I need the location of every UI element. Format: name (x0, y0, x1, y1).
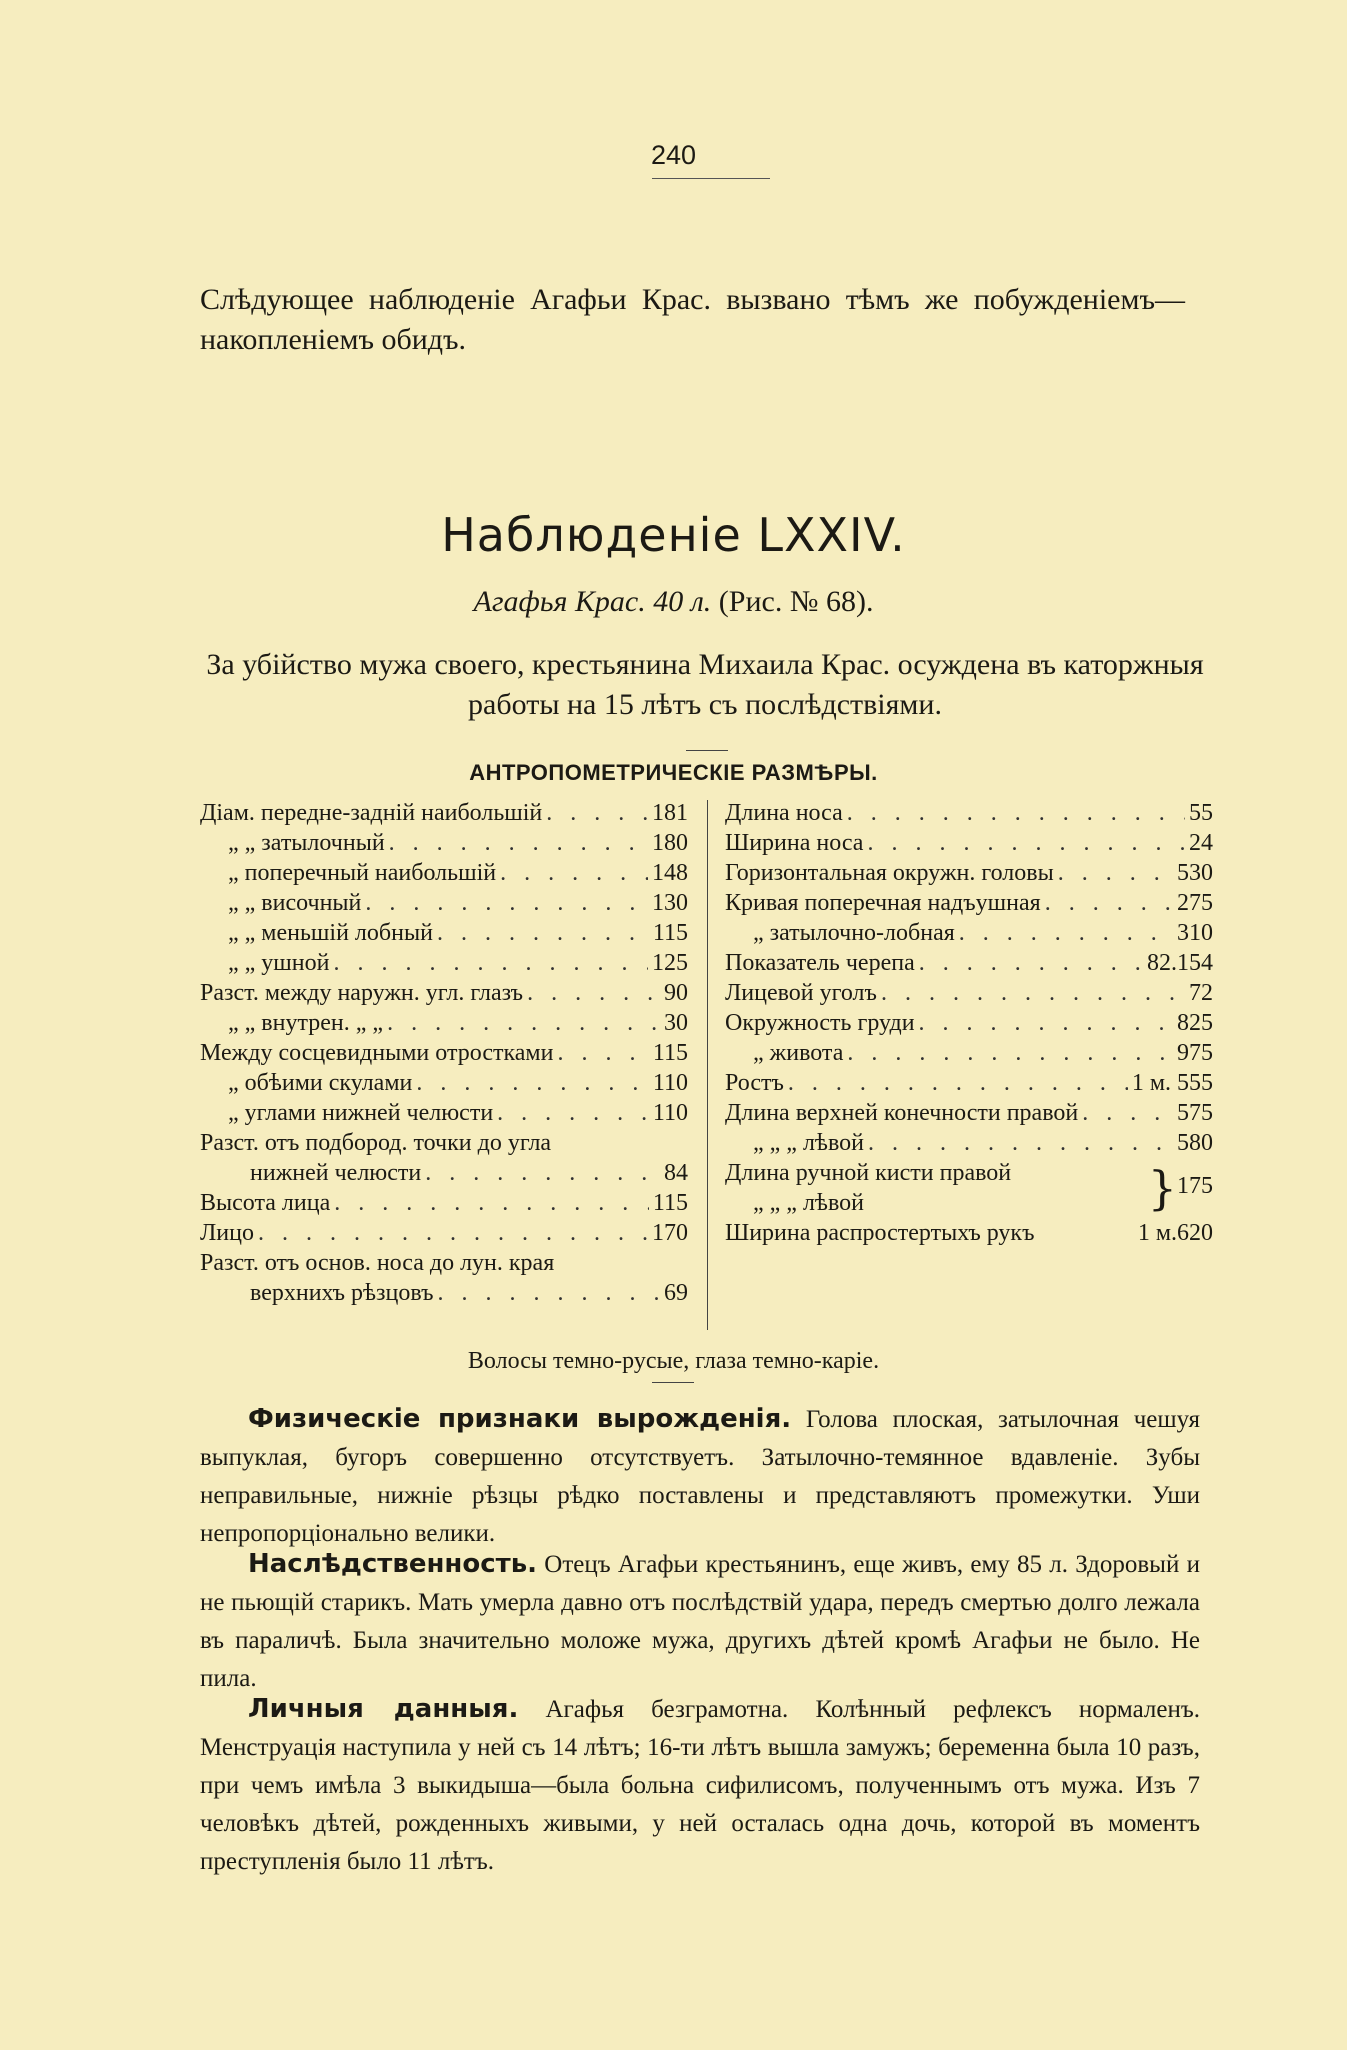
measurement-label: Длина верхней конечности правой (725, 1100, 1079, 1126)
leader-dots (416, 1068, 649, 1098)
leader-dots (389, 828, 648, 858)
measurement-value: 181 (652, 800, 688, 826)
measurement-row (725, 798, 1213, 828)
leader-dots (365, 888, 648, 918)
measurement-value: 90 (664, 980, 688, 1006)
measurement-value: 110 (652, 1100, 688, 1126)
measurement-row (200, 978, 688, 1008)
measurement-row (200, 1098, 688, 1128)
measurement-value: 72 (1189, 980, 1213, 1006)
measurement-label: Разст. между наружн. угл. глазъ (200, 980, 524, 1006)
measurement-value: 175 (1177, 1173, 1213, 1199)
measurement-label: Показатель черепа (725, 950, 915, 976)
measurement-label: Разст. отъ подбород. точки до угла (200, 1130, 552, 1156)
leader-dots (258, 1218, 648, 1248)
measurement-row (200, 1218, 688, 1248)
measurement-value: 110 (652, 1070, 688, 1096)
leader-dots (333, 948, 648, 978)
measurement-value: 24 (1189, 830, 1213, 856)
measurement-row (200, 1248, 688, 1278)
leader-dots (1082, 1098, 1173, 1128)
measurement-row (200, 888, 688, 918)
measurement-row (725, 1098, 1213, 1128)
measurement-label: Ширина носа (725, 830, 864, 856)
measurement-value: 310 (1177, 920, 1213, 946)
measurement-label: „ „ „ лѣвой (753, 1130, 864, 1156)
leader-dots (437, 918, 649, 948)
sentence-text: За убійство мужа своего, крестьянина Михаила Крас. осуждена въ каторжныя работы на 15 лѣтъ съ послѣдствіями. (206, 648, 1204, 721)
measurement-label: Длина ручной кисти правой (725, 1160, 1012, 1186)
column-divider (707, 800, 708, 1330)
leader-dots (500, 858, 648, 888)
measurement-label: Горизонтальная окружн. головы (725, 860, 1054, 886)
measurement-label: Ростъ (725, 1070, 784, 1096)
measurement-row (200, 1068, 688, 1098)
measurement-row (200, 1188, 688, 1218)
leader-dots (334, 1188, 649, 1218)
measurement-row (725, 918, 1213, 948)
measurement-label: Ширина распростертыхъ рукъ (725, 1220, 1035, 1246)
curly-brace: } (1147, 1161, 1177, 1215)
leader-dots (438, 1278, 660, 1308)
measurement-label: „ „ ушной (228, 950, 330, 976)
measurement-row (200, 918, 688, 948)
measurement-row (725, 978, 1213, 1008)
measurement-value: 148 (652, 860, 688, 886)
measurement-label: „ „ внутрен. „ „ (228, 1010, 384, 1036)
measurement-value: 69 (664, 1280, 688, 1306)
measurement-row (725, 1218, 1213, 1248)
measurement-label: Діам. передне-задній наибольшій (200, 800, 543, 826)
measurement-label: Лицо (200, 1220, 254, 1246)
measurement-label: Между сосцевидными отростками (200, 1040, 554, 1066)
left-measurements-column (200, 798, 688, 1308)
paragraph-heredity (200, 1545, 1200, 1698)
leader-dots (546, 798, 648, 828)
measurement-label: „ затылочно-лобная (753, 920, 955, 946)
measurement-row (725, 1188, 1213, 1218)
measurement-label: Высота лица (200, 1190, 331, 1216)
measurement-value: 825 (1177, 1010, 1213, 1036)
page-number: 240 (650, 140, 697, 170)
measurement-row (725, 1128, 1213, 1158)
leader-dots (847, 798, 1185, 828)
paragraph-heading: Личныя данныя. (248, 1694, 519, 1724)
measurement-value: 575 (1177, 1100, 1213, 1126)
hair-eyes-note: Волосы темно-русые, глаза темно-каріе. (467, 1348, 880, 1374)
measurement-row (725, 948, 1213, 978)
measurement-label: Длина носа (725, 800, 843, 826)
measurement-value: 170 (652, 1220, 688, 1246)
section-rule (686, 750, 728, 751)
measurement-row (725, 1008, 1213, 1038)
leader-dots (557, 1038, 648, 1068)
measurement-label: „ „ меньшій лобный (228, 920, 433, 946)
paragraph-heading: Наслѣдственность. (248, 1549, 538, 1579)
measurement-value: 30 (664, 1010, 688, 1036)
measurement-value: 275 (1177, 890, 1213, 916)
measurement-label: „ „ затылочный (228, 830, 385, 856)
measurement-label: Разст. отъ основ. носа до лун. края (200, 1250, 555, 1276)
leader-dots (919, 948, 1143, 978)
measurement-row (725, 858, 1213, 888)
measurement-value: 115 (652, 1190, 688, 1216)
right-measurements-column (725, 798, 1213, 1248)
measurement-row (200, 1128, 688, 1158)
intro-paragraph: Слѣдующее наблюденіе Агафьи Крас. вызвано тѣмъ же побужденіемъ—накопленіемъ обидъ. (200, 283, 1185, 356)
measurement-value: 55 (1189, 800, 1213, 826)
measurement-value: 115 (652, 1040, 688, 1066)
leader-dots (919, 1008, 1173, 1038)
measurement-row (725, 888, 1213, 918)
measurement-row (200, 1038, 688, 1068)
measurement-value: 84 (664, 1160, 688, 1186)
measurement-label: „ обѣими скулами (228, 1070, 413, 1096)
leader-dots (425, 1158, 660, 1188)
measurement-row (725, 828, 1213, 858)
measurement-value: 115 (652, 920, 688, 946)
leader-dots (868, 1128, 1173, 1158)
measurement-row (725, 1038, 1213, 1068)
measurement-value: 125 (652, 950, 688, 976)
measurement-row (725, 1068, 1213, 1098)
measurement-value: 975 (1177, 1040, 1213, 1066)
measurement-value: 180 (652, 830, 688, 856)
leader-dots (847, 1038, 1173, 1068)
measurement-value: 82.154 (1147, 950, 1213, 976)
measurement-value: 530 (1177, 860, 1213, 886)
measurement-label: верхнихъ рѣзцовъ (250, 1280, 434, 1306)
measurement-label: Лицевой уголъ (725, 980, 877, 1006)
measurement-row (200, 1158, 688, 1188)
measurement-label: „ „ „ лѣвой (753, 1190, 864, 1216)
leader-dots (527, 978, 660, 1008)
measurement-row (200, 1278, 688, 1308)
paragraph-text: Отецъ Агафьи крестьянинъ, еще живъ, ему 85 л. Здоровый и не пьющій старикъ. Мать умерла давно отъ послѣдствій удара, передъ смертью долго лежала въ параличѣ. Была значительно моложе мужа, другихъ дѣтей кромѣ Агафьи не было. Не пила. (200, 1551, 1200, 1692)
paragraph-text: Агафья безграмотна. Колѣнный рефлексъ нормаленъ. Менструація наступила у ней съ 14 лѣтъ; 16-ти лѣтъ вышла замужъ; беременна была 10 разъ, при чемъ имѣла 3 выкидыша—была больна сифилисомъ, полученнымъ отъ мужа. Изъ 7 человѣкъ дѣтей, рожденныхъ живыми, у ней осталась одна дочь, которой въ моментъ преступленія было 11 лѣтъ. (200, 1696, 1201, 1875)
figure-reference: (Рис. № 68). (718, 585, 874, 618)
leader-dots (788, 1068, 1128, 1098)
measurement-label: „ живота (753, 1040, 844, 1066)
leader-dots (959, 918, 1173, 948)
measurement-row (200, 1008, 688, 1038)
subject-name: Агафья Крас. 40 л. (473, 585, 712, 618)
measurement-row (725, 1158, 1213, 1188)
paragraph-heading: Физическіе признаки вырожденія. (248, 1404, 792, 1434)
hair-rule (652, 1382, 694, 1383)
paragraph-degeneration (200, 1400, 1200, 1553)
leader-dots (1058, 858, 1173, 888)
measurement-label: нижней челюсти (250, 1160, 422, 1186)
measurement-row (200, 798, 688, 828)
page-number-rule (652, 178, 770, 179)
observation-title: Наблюденіе LXXIV. (441, 508, 906, 562)
subject-line (0, 585, 1347, 619)
measurement-row (200, 948, 688, 978)
measurement-row (200, 858, 688, 888)
leader-dots (497, 1098, 649, 1128)
measurement-value: 1 м. 555 (1131, 1070, 1213, 1096)
measurement-label: „ углами нижней челюсти (228, 1100, 494, 1126)
leader-dots (1045, 888, 1173, 918)
leader-dots (867, 828, 1185, 858)
hand-length-group (725, 1158, 1213, 1218)
measurement-value: 1 м.620 (1137, 1220, 1213, 1246)
anthropometry-title: АНТРОПОМЕТРИЧЕСКІЕ РАЗМѢРЫ. (469, 760, 878, 785)
measurement-label: „ „ височный (228, 890, 362, 916)
measurement-label: Окружность груди (725, 1010, 915, 1036)
leader-dots (881, 978, 1185, 1008)
measurement-value: 580 (1177, 1130, 1213, 1156)
leader-dots (387, 1008, 660, 1038)
measurement-row (200, 828, 688, 858)
measurement-value: 130 (652, 890, 688, 916)
paragraph-text: Голова плоская, затылочная чешуя выпуклая, бугоръ совершенно отсутствуетъ. Затылочно-темянное вдавленіе. Зубы неправильные, нижніе рѣзцы рѣдко поставлены и представляютъ промежутки. Уши непропорціонально велики. (200, 1406, 1201, 1547)
paragraph-personal-data (200, 1690, 1200, 1881)
measurement-label: Кривая поперечная надъушная (725, 890, 1041, 916)
measurement-label: „ поперечный наибольшій (228, 860, 497, 886)
